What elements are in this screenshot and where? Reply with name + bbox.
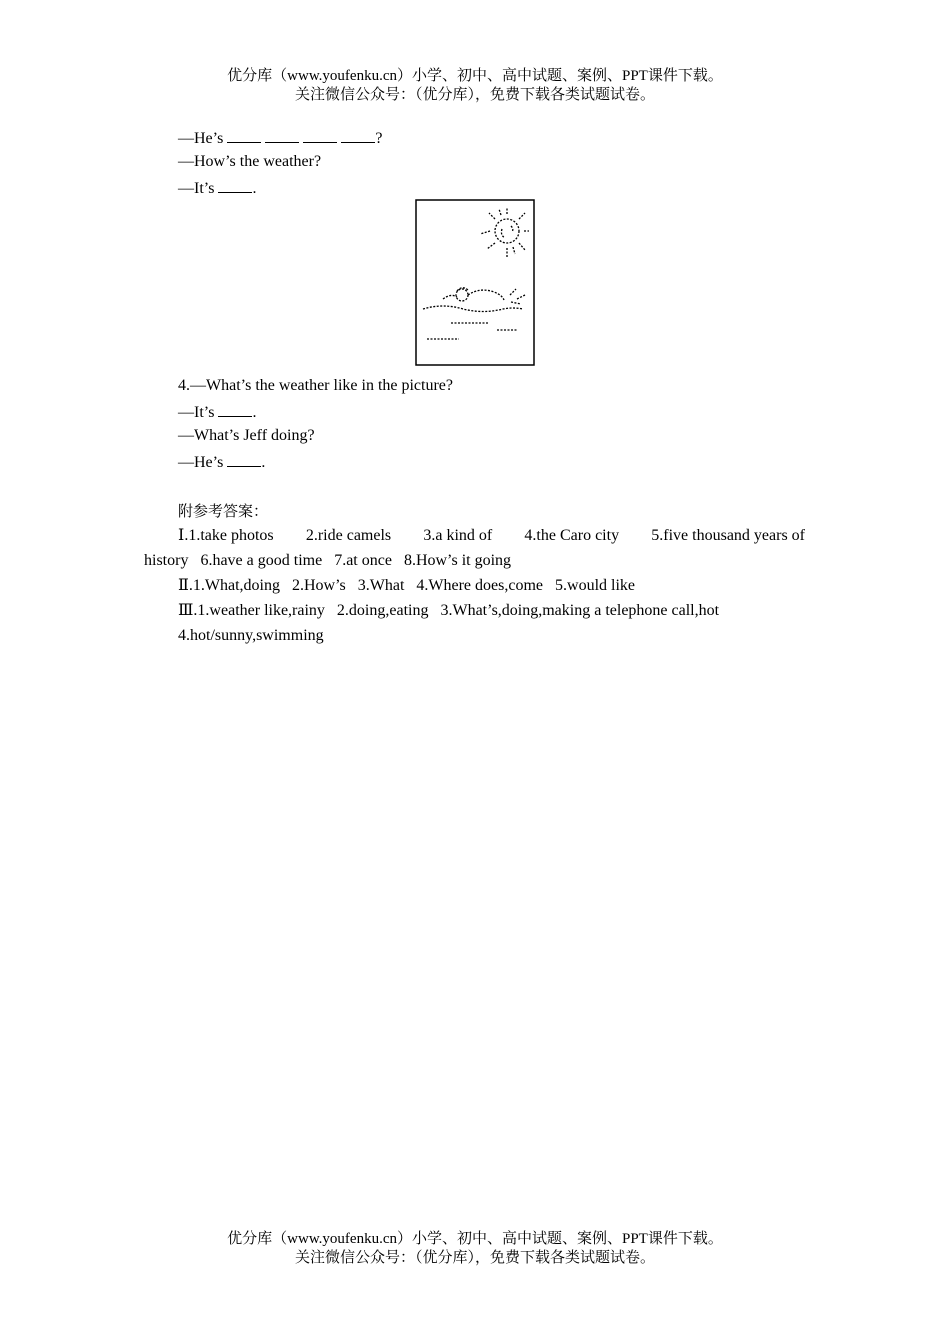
sun-icon [480,207,529,257]
answers-section-3: Ⅲ.1.weather like,rainy 2.doing,eating 3.What’s,doing,making a telephone call,hot [178,602,720,619]
answer-blank[interactable] [218,401,252,417]
q3-answer-suffix: ? [375,130,383,147]
q4-answer-2-line [178,451,265,473]
answer-item: 3.a kind of [423,527,493,544]
q4-answer-1-prefix: —It’s [178,404,215,421]
q4-answer-2-suffix: . [261,454,266,471]
header-line-1: 优分库（www.youfenku.cn）小学、初中、高中试题、案例、PPT课件下载。 [227,68,723,84]
answers-section-3-continued: 4.hot/sunny,swimming [178,627,324,644]
q3-answer-2-line [178,177,256,199]
q3-answer-prefix: —He’s [178,130,224,147]
header-line-2: 关注微信公众号：（优分库），免费下载各类试题试卷。 [294,87,655,103]
answers-title: 附参考答案： [178,502,269,520]
q3-answer-2-suffix: . [252,180,257,197]
answer-item: 4.the Caro city [524,527,620,544]
q3-question-2: —How’s the weather? [178,153,322,170]
q4-question-1: 4.—What’s the weather like in the picture? [178,377,454,394]
answers-section-2: Ⅱ.1.What,doing 2.How’s 3.What 4.Where does,come 5.would like [178,577,635,594]
q4-question-2: —What’s Jeff doing? [178,427,315,444]
footer-line-1: 优分库（www.youfenku.cn）小学、初中、高中试题、案例、PPT课件下载。 [227,1231,723,1247]
answer-blank[interactable] [265,127,299,143]
q4-answer-2-prefix: —He’s [178,454,224,471]
picture-frame [416,200,534,365]
answer-blank[interactable] [341,127,375,143]
answer-blank[interactable] [227,127,261,143]
answer-blank[interactable] [218,177,252,193]
answer-item: 2.ride camels [305,527,392,544]
q4-answer-1-line [178,401,256,423]
answers-section-1-continued: history 6.have a good time 7.at once 8.How’s it going [144,552,512,569]
answers-section-1 [178,526,805,546]
answer-blank[interactable] [227,451,261,467]
swimmer-icon [423,288,525,339]
q3-answer-line [178,127,382,149]
footer-line-2: 关注微信公众号：（优分库），免费下载各类试题试卷。 [294,1250,655,1266]
q3-answer-2-prefix: —It’s [178,180,215,197]
q4-answer-1-suffix: . [252,404,257,421]
sunny-swimming-picture [415,199,535,366]
answer-item: Ⅰ.1.take photos [178,527,274,544]
answer-blank[interactable] [303,127,337,143]
answer-item: 5.five thousand years of [651,527,805,544]
